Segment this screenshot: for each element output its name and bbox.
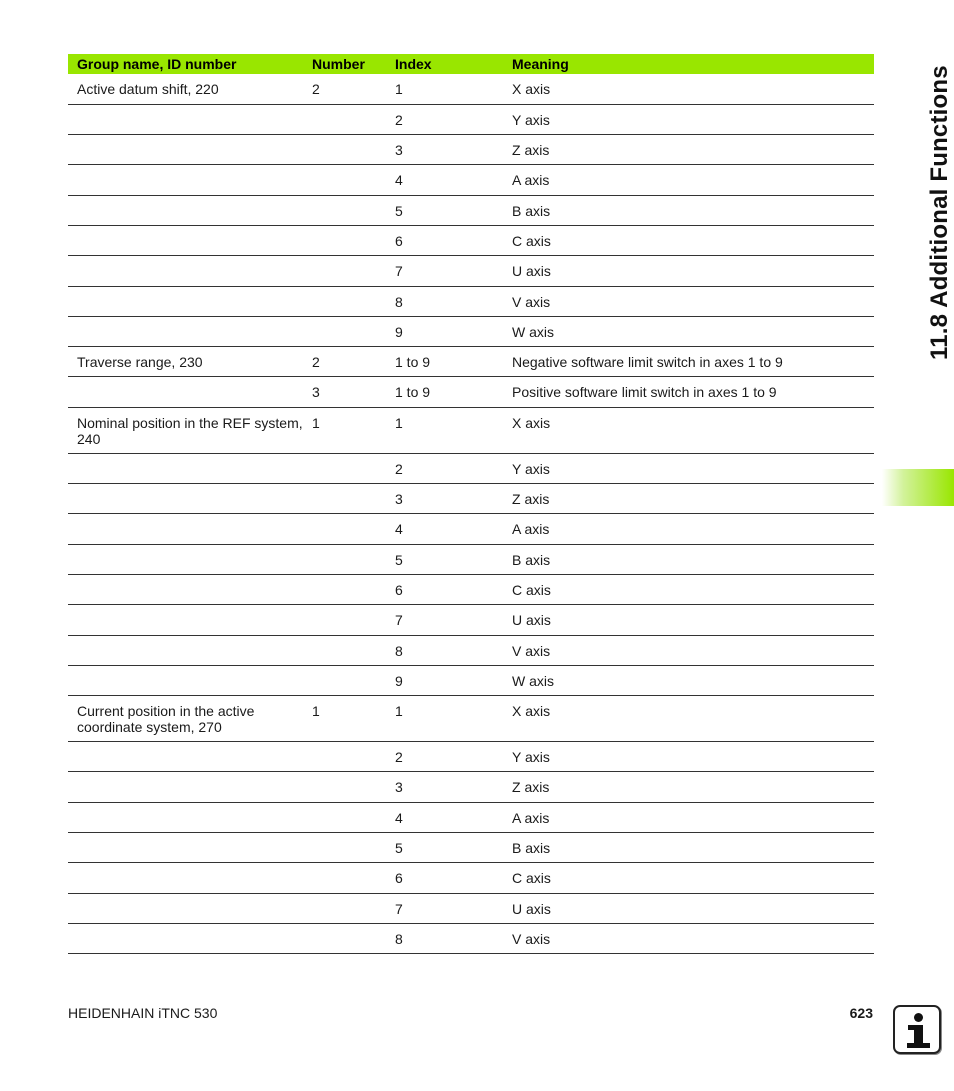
cell-index: 1 [386,74,503,104]
table-row [68,833,874,863]
table-row [68,286,874,316]
table-row [68,316,874,346]
cell-index: 7 [386,256,503,286]
cell-group-name [68,225,303,255]
cell-index: 3 [386,484,503,514]
cell-number [303,665,386,695]
cell-meaning: V axis [503,286,874,316]
section-title-vertical [896,52,953,360]
cell-group-name [68,863,303,893]
table-body [68,74,874,954]
cell-meaning: X axis [503,696,874,742]
cell-number [303,574,386,604]
cell-meaning: Z axis [503,135,874,165]
cell-index: 4 [386,802,503,832]
cell-meaning: X axis [503,74,874,104]
footer-product: HEIDENHAIN iTNC 530 [68,1005,218,1021]
table-row [68,484,874,514]
table-row [68,407,874,453]
cell-index: 6 [386,863,503,893]
table-row [68,195,874,225]
cell-group-name: Active datum shift, 220 [68,74,303,104]
cell-group-name [68,893,303,923]
cell-number [303,544,386,574]
cell-index: 6 [386,574,503,604]
cell-group-name [68,544,303,574]
table-row [68,893,874,923]
cell-number [303,772,386,802]
cell-group-name [68,195,303,225]
header-group-name: Group name, ID number [68,54,303,74]
cell-group-name [68,923,303,953]
info-icon-serif-base [907,1043,930,1048]
table-row [68,544,874,574]
footer-page-number: 623 [849,1005,873,1021]
cell-number: 1 [303,407,386,453]
cell-index: 2 [386,104,503,134]
cell-meaning: V axis [503,923,874,953]
cell-group-name [68,165,303,195]
table-row [68,574,874,604]
cell-group-name: Traverse range, 230 [68,347,303,377]
cell-index: 7 [386,893,503,923]
cell-number [303,802,386,832]
info-icon-dot [914,1013,923,1022]
cell-index: 1 [386,407,503,453]
table-row [68,605,874,635]
cell-group-name [68,135,303,165]
cell-meaning: Y axis [503,104,874,134]
cell-meaning: A axis [503,802,874,832]
chapter-tab-marker [882,469,954,506]
parameter-table [68,54,874,954]
table-row [68,635,874,665]
cell-group-name [68,802,303,832]
cell-number [303,165,386,195]
table-row [68,104,874,134]
cell-number [303,605,386,635]
cell-group-name [68,377,303,407]
cell-group-name [68,635,303,665]
cell-group-name: Current position in the active coordinate system, 270 [68,696,303,742]
cell-meaning: W axis [503,316,874,346]
cell-meaning: C axis [503,863,874,893]
cell-index: 5 [386,544,503,574]
table-row [68,742,874,772]
header-meaning: Meaning [503,54,874,74]
cell-group-name [68,104,303,134]
table-row [68,377,874,407]
table-row [68,165,874,195]
cell-number [303,453,386,483]
cell-number: 2 [303,347,386,377]
table-row [68,802,874,832]
cell-index: 3 [386,772,503,802]
cell-meaning: V axis [503,635,874,665]
cell-index: 5 [386,833,503,863]
table-row [68,453,874,483]
cell-group-name [68,484,303,514]
cell-number: 2 [303,74,386,104]
parameter-table-wrap [68,54,874,954]
cell-meaning: X axis [503,407,874,453]
cell-meaning: Positive software limit switch in axes 1 to 9 [503,377,874,407]
cell-group-name: Nominal position in the REF system, 240 [68,407,303,453]
cell-number: 3 [303,377,386,407]
cell-number [303,195,386,225]
cell-group-name [68,316,303,346]
cell-meaning: B axis [503,833,874,863]
table-row [68,665,874,695]
section-title-text: 11.8 Additional Functions [926,65,953,360]
table-row [68,863,874,893]
table-row [68,696,874,742]
cell-number: 1 [303,696,386,742]
table-row [68,256,874,286]
cell-index: 4 [386,165,503,195]
cell-meaning: U axis [503,893,874,923]
table-row [68,514,874,544]
cell-group-name [68,514,303,544]
cell-index: 5 [386,195,503,225]
cell-group-name [68,742,303,772]
cell-meaning: Y axis [503,453,874,483]
cell-meaning: A axis [503,165,874,195]
cell-index: 8 [386,286,503,316]
table-header-row [68,54,874,74]
info-icon [893,1005,941,1054]
cell-index: 9 [386,665,503,695]
cell-group-name [68,605,303,635]
cell-meaning: B axis [503,195,874,225]
cell-number [303,635,386,665]
table-row [68,347,874,377]
cell-number [303,225,386,255]
cell-number [303,833,386,863]
cell-index: 1 to 9 [386,377,503,407]
cell-meaning: C axis [503,225,874,255]
cell-meaning: U axis [503,256,874,286]
cell-meaning: C axis [503,574,874,604]
cell-meaning: Z axis [503,484,874,514]
cell-number [303,256,386,286]
cell-number [303,923,386,953]
cell-index: 1 [386,696,503,742]
table-row [68,74,874,104]
table-row [68,923,874,953]
cell-number [303,893,386,923]
cell-index: 8 [386,635,503,665]
cell-meaning: Negative software limit switch in axes 1 to 9 [503,347,874,377]
table-row [68,135,874,165]
cell-index: 6 [386,225,503,255]
header-number: Number [303,54,386,74]
cell-number [303,484,386,514]
cell-meaning: U axis [503,605,874,635]
cell-number [303,742,386,772]
cell-number [303,863,386,893]
cell-number [303,104,386,134]
cell-meaning: Y axis [503,742,874,772]
table-row [68,772,874,802]
cell-group-name [68,833,303,863]
cell-number [303,316,386,346]
cell-meaning: W axis [503,665,874,695]
cell-group-name [68,256,303,286]
cell-index: 8 [386,923,503,953]
cell-index: 9 [386,316,503,346]
cell-number [303,514,386,544]
table-row [68,225,874,255]
cell-meaning: Z axis [503,772,874,802]
cell-index: 2 [386,453,503,483]
header-index: Index [386,54,503,74]
cell-meaning: A axis [503,514,874,544]
cell-group-name [68,772,303,802]
cell-index: 1 to 9 [386,347,503,377]
cell-number [303,135,386,165]
cell-meaning: B axis [503,544,874,574]
cell-index: 7 [386,605,503,635]
cell-index: 4 [386,514,503,544]
cell-index: 3 [386,135,503,165]
cell-group-name [68,665,303,695]
cell-number [303,286,386,316]
cell-index: 2 [386,742,503,772]
cell-group-name [68,574,303,604]
cell-group-name [68,286,303,316]
cell-group-name [68,453,303,483]
